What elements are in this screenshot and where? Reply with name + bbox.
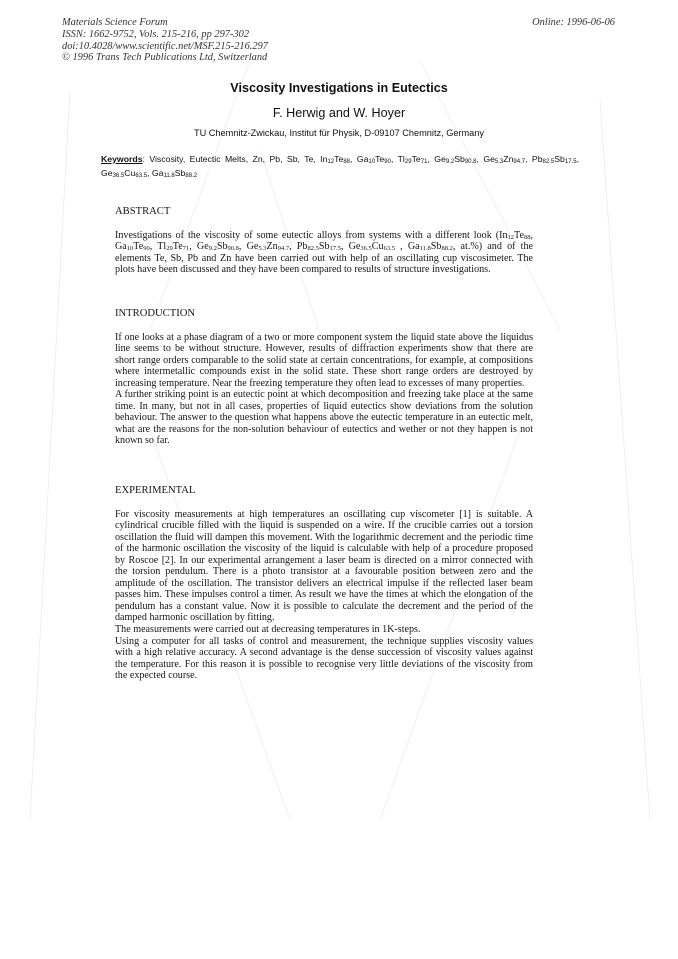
paper-authors: F. Herwig and W. Hoyer	[272, 106, 406, 120]
abstract-text: Investigations of the viscosity of some eutectic alloys from systems with a different look ($In_{12}Te_{88}$, $Ga_{10}Te_{90}$, $Tl_{29}Te_{71}$, $Ge_{9.2}Sb_{90.8}$, $Ge_{5.3}Zn_{94.7}$, $Pb_{82.5}Sb_{17.5}$, $Ge_{36.5}Cu_{63.5}$ , $Ga_{11.8}Sb_{88.2}$, at.%) and of the elements Te, Sb, Pb and Zn have been carried out with help of an oscillating cup viscosimeter. The plots have been discussed and they have been compared to results of structure investigations.	[115, 229, 534, 276]
experimental-paragraph-2: The measurements were carried out at decreasing temperatures in 1K-steps.	[115, 624, 421, 636]
introduction-paragraph-1: If one looks at a phase diagram of a two or more component system the liquid state above the liquidus line seems to be without structure. However, results of diffraction experiments show that there are short range orders comparable to the solid state at certain concentrations, for example, at compositions where intermetallic compounds exist in the solid state. These short range orders are destroyed by increasing temperature. Near the freezing temperature they often lead to excesses of many properties.	[115, 331, 533, 389]
journal-name: Materials Science Forum	[62, 17, 168, 28]
abstract-section	[115, 206, 533, 276]
experimental-section	[115, 485, 533, 682]
introduction-section	[115, 308, 533, 447]
experimental-paragraph-1: For viscosity measurements at high temperatures an oscillating cup viscometer [1] is suitable. A cylindrical crucible filled with the liquid is suspended on a wire. If the crucible carries out a torsion oscillation the fluid will dampen this movement. With the logarithmic decrement and the periodic time of the harmonic oscillation the viscosity of the liquid is calculable with help of a procedure proposed by Roscoe [2]. In our experimental arrangement a laser beam is directed on a mirror connected with the torsion pendulum. There is a photo transistor at a favourable position between zero and the amplitude of the oscillation. The transistor delivers an electrical impulse if the reflected laser beam passes him. These impulses control a timer. As result we have the times at which the elongation of the pendulum has a constant value. Now it is possible to calculate the decrement and the period of the damped harmonic oscillation by fitting.	[115, 508, 533, 624]
journal-header	[62, 17, 268, 64]
introduction-heading: INTRODUCTION	[115, 308, 196, 319]
keywords-label: Keywords	[101, 154, 143, 164]
keywords-block: Keywords: Viscosity, Eutectic Melts, Zn, Pb, Sb, Te, $In_{12}Te_{88}$, $Ga_{10}Te_{90}$, $Tl_{29}Te_{71}$, $Ge_{9.2}Sb_{90.8}$, $Ge_{5.3}Zn_{94.7}$, $Pb_{82.5}Sb_{17.5}$, $Ge_{36.5}Cu_{63.5}$, $Ga_{11.8}Sb_{88.2}$	[101, 154, 579, 180]
issn-line: ISSN: 1662-9752, Vols. 215-216, pp 297-302	[62, 28, 250, 40]
keywords-text: Viscosity, Eutectic Melts, Zn, Pb, Sb, Te, $In_{12}Te_{88}$, $Ga_{10}Te_{90}$, $Tl_{29}Te_{71}$, $Ge_{9.2}Sb_{90.8}$, $Ge_{5.3}Zn_{94.7}$, $Pb_{82.5}Sb_{17.5}$, $Ge_{36.5}Cu_{63.5}$, $Ga_{11.8}Sb_{88.2}$	[101, 154, 579, 180]
paper-affiliation: TU Chemnitz-Zwickau, Institut für Physik, D-09107 Chemnitz, Germany	[193, 128, 484, 138]
experimental-paragraph-3: Using a computer for all tasks of control and measurement, the technique supplies viscosity values with a high relative accuracy. A second advantage is the dense succession of viscosity values against the temperature. For this reason it is possible to recognise very little deviations of the viscosity from the expected course.	[115, 635, 533, 682]
paper-title: Viscosity Investigations in Eutectics	[230, 81, 448, 95]
doi-line: doi:10.4028/www.scientific.net/MSF.215-216.297	[62, 40, 268, 52]
introduction-paragraph-2: A further striking point is an eutectic point at which decomposition and freezing take place at the same time. In many, but not in all cases, properties of liquid eutectics show deviations from the solution behaviour. The answer to the question what happens above the eutectic temperature in an eutectic melt, what are the reasons for the non-solution behaviour of eutectics and wether or not they happen is not known so far.	[115, 389, 533, 447]
online-date: Online: 1996-06-06	[532, 17, 615, 28]
abstract-heading: ABSTRACT	[115, 206, 171, 217]
experimental-heading: EXPERIMENTAL	[115, 485, 196, 496]
copyright-line: © 1996 Trans Tech Publications Ltd, Switzerland	[62, 52, 268, 64]
